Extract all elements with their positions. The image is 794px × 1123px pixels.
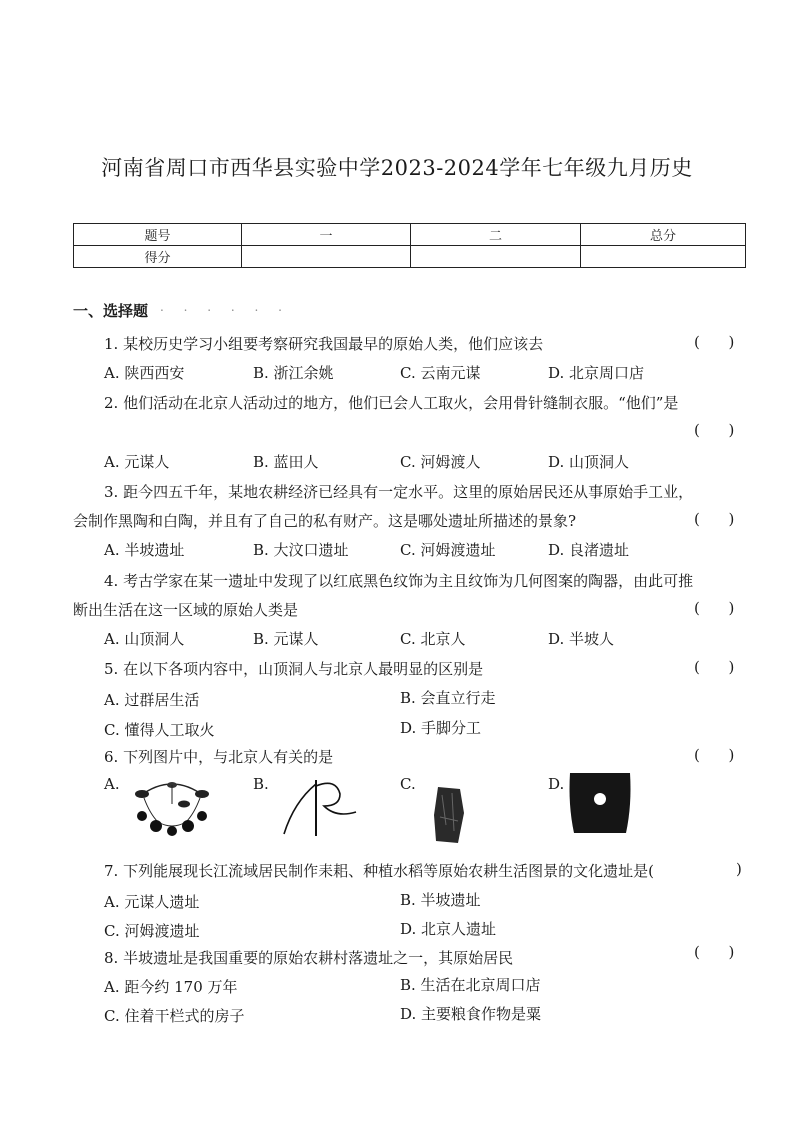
score-row-label: 得分 [74, 246, 242, 268]
option[interactable]: B. 浙江余姚 [253, 364, 334, 382]
option[interactable]: C. 河姆渡遗址 [104, 922, 200, 940]
necklace-ornament-image [130, 776, 214, 840]
question-7-stem: 7. 下列能展现长江流域居民制作耒耜、种植水稻等原始农耕生活图景的文化遗址是( [104, 862, 654, 880]
option[interactable]: D. 主要粮食作物是粟 [400, 1005, 542, 1023]
option[interactable]: D. [548, 775, 565, 793]
option[interactable]: C. 懂得人工取火 [104, 721, 215, 739]
score-cell[interactable] [581, 246, 746, 268]
option[interactable]: B. [253, 775, 269, 793]
question-4-stem-cont: 断出生活在这一区域的原始人类是 [73, 601, 299, 619]
option[interactable]: C. 云南元谋 [400, 364, 481, 382]
option[interactable]: A. 半坡遗址 [104, 541, 185, 559]
question-3-stem: 3. 距今四五千年，某地农耕经济已经具有一定水平。这里的原始居民还从事原始手工业， [104, 483, 694, 501]
answer-paren[interactable]: ( ) [694, 599, 735, 617]
answer-paren-close[interactable]: ) [736, 860, 742, 878]
option[interactable]: A. 山顶洞人 [104, 630, 185, 648]
option[interactable]: C. 住着干栏式的房子 [104, 1007, 245, 1025]
score-table-header-row [74, 224, 746, 246]
score-table-score-row [74, 246, 746, 268]
option[interactable]: D. 半坡人 [548, 630, 615, 648]
option[interactable]: D. 手脚分工 [400, 719, 482, 737]
option[interactable]: C. 河姆渡遗址 [400, 541, 496, 559]
option[interactable]: A. 过群居生活 [104, 691, 200, 709]
stone-tool-image [432, 785, 466, 845]
option[interactable]: B. 半坡遗址 [400, 891, 481, 909]
option[interactable]: B. 生活在北京周口店 [400, 976, 541, 994]
answer-paren[interactable]: ( ) [694, 333, 735, 351]
score-header-cell: 题号 [74, 224, 242, 246]
question-4-stem: 4. 考古学家在某一遗址中发现了以红底黑色纹饰为主且纹饰为几何图案的陶器，由此可推 [104, 572, 694, 590]
option[interactable]: B. 元谋人 [253, 630, 319, 648]
score-table [73, 223, 746, 268]
option[interactable]: C. 河姆渡人 [400, 453, 481, 471]
option[interactable]: C. 北京人 [400, 630, 466, 648]
question-2-stem: 2. 他们活动在北京人活动过的地方，他们已会人工取火，会用骨针缝制衣服。“他们”是 [104, 394, 679, 412]
option[interactable]: B. 蓝田人 [253, 453, 319, 471]
answer-paren[interactable]: ( ) [694, 421, 735, 439]
option[interactable]: A. 距今约 170 万年 [104, 978, 238, 996]
answer-paren[interactable]: ( ) [694, 943, 735, 961]
score-header-cell: 二 [411, 224, 581, 246]
option[interactable]: A. [104, 775, 120, 793]
option[interactable]: B. 大汶口遗址 [253, 541, 349, 559]
question-8-stem: 8. 半坡遗址是我国重要的原始农耕村落遗址之一，其原始居民 [104, 949, 514, 967]
bone-needle-image [280, 772, 360, 838]
question-3-stem-cont: 会制作黑陶和白陶，并且有了自己的私有财产。这是哪处遗址所描述的景象? [73, 512, 577, 530]
question-1-stem: 1. 某校历史学习小组要考察研究我国最早的原始人类，他们应该去 [104, 335, 544, 353]
option[interactable]: B. 会直立行走 [400, 689, 496, 707]
score-cell[interactable] [242, 246, 411, 268]
section-dots: . . . . . . [160, 300, 290, 314]
answer-paren[interactable]: ( ) [694, 510, 735, 528]
score-cell[interactable] [411, 246, 581, 268]
option[interactable]: A. 元谋人 [104, 453, 170, 471]
option[interactable]: C. [400, 775, 416, 793]
score-header-cell: 一 [242, 224, 411, 246]
question-6-stem: 6. 下列图片中，与北京人有关的是 [104, 748, 334, 766]
jade-disc-image [566, 771, 634, 835]
answer-paren[interactable]: ( ) [694, 658, 735, 676]
page-title: 河南省周口市西华县实验中学2023-2024学年七年级九月历史 [101, 156, 693, 180]
score-header-cell: 总分 [581, 224, 746, 246]
option[interactable]: A. 陕西西安 [104, 364, 185, 382]
question-5-stem: 5. 在以下各项内容中，山顶洞人与北京人最明显的区别是 [104, 660, 484, 678]
option[interactable]: A. 元谋人遗址 [104, 893, 200, 911]
option[interactable]: D. 山顶洞人 [548, 453, 630, 471]
answer-paren[interactable]: ( ) [694, 746, 735, 764]
option[interactable]: D. 良渚遗址 [548, 541, 630, 559]
section-heading: 一、选择题 [73, 302, 149, 320]
option[interactable]: D. 北京周口店 [548, 364, 645, 382]
option[interactable]: D. 北京人遗址 [400, 920, 497, 938]
